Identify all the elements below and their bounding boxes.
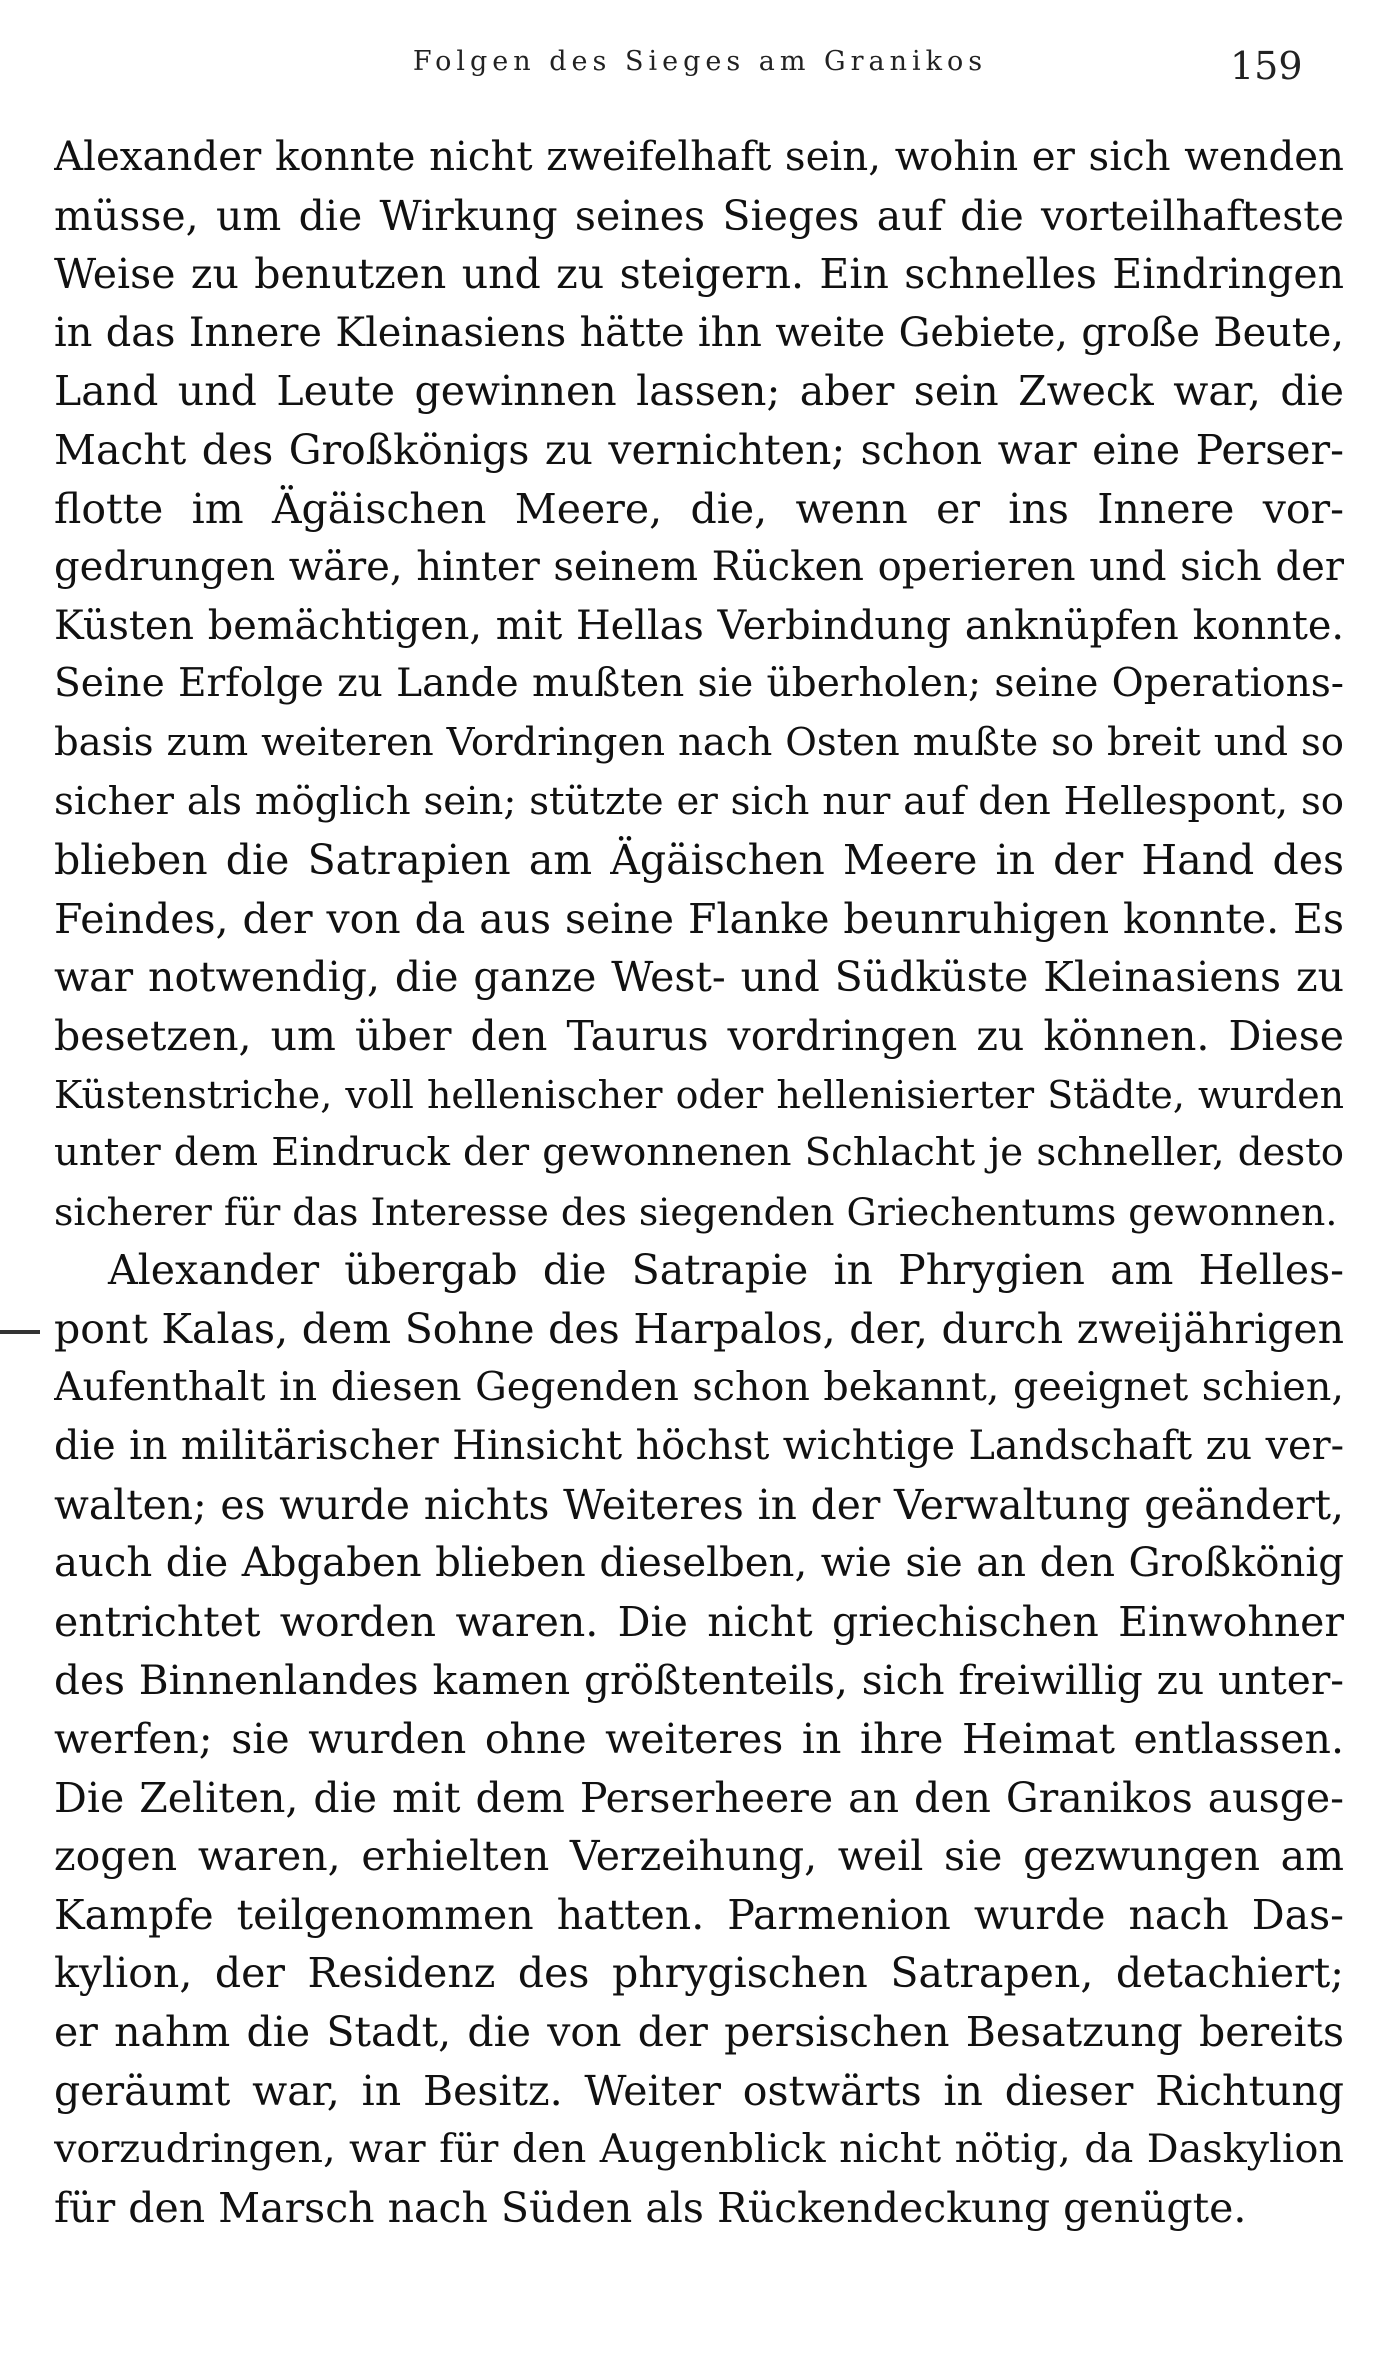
text-line: blieben die Satrapien am Ägäischen Meere in der Hand des (54, 836, 1344, 885)
running-head (0, 44, 1399, 88)
text-line: des Binnenlandes kamen größtenteils, sich freiwillig zu unter- (54, 1656, 1344, 1705)
text-line: unter dem Eindruck der gewonnenen Schlacht je schneller, desto (54, 1130, 1344, 1176)
running-title: Folgen des Sieges am Granikos (412, 46, 988, 77)
text-line: sicher als möglich sein; stützte er sich nur auf den Hellespont, so (54, 778, 1344, 824)
text-line: pont Kalas, dem Sohne des Harpalos, der, durch zweijährigen (54, 1304, 1344, 1353)
text-line: für den Marsch nach Süden als Rückendeckung genügte. (54, 2183, 1247, 2232)
body-text (54, 128, 1344, 2237)
text-line: er nahm die Stadt, die von der persischen Besatzung bereits (54, 2008, 1344, 2056)
text-line: sicherer für das Interesse des siegenden Griechentums gewonnen. (54, 1189, 1338, 1234)
text-line: besetzen, um über den Taurus vordringen zu können. Diese (54, 1011, 1344, 1060)
text-line: müsse, um die Wirkung seines Sieges auf die vorteilhafteste (54, 191, 1344, 240)
margin-mark (0, 1330, 40, 1334)
text-line: Land und Leute gewinnen lassen; aber sein Zweck war, die (54, 367, 1344, 416)
text-line: werfen; sie wurden ohne weiteres in ihre Heimat entlassen. (54, 1715, 1344, 1764)
text-line: Macht des Großkönigs zu vernichten; schon war eine Perser- (54, 425, 1344, 474)
text-line: gedrungen wäre, hinter seinem Rücken operieren und sich der (54, 544, 1344, 591)
text-line: war notwendig, die ganze West- und Südküste Kleinasiens zu (54, 953, 1344, 1002)
text-line: Küstenstriche, voll hellenischer oder hellenisierter Städte, wurden (54, 1072, 1344, 1117)
text-line: Alexander konnte nicht zweifelhaft sein, wohin er sich wenden (54, 134, 1344, 180)
text-line: Seine Erfolge zu Lande mußten sie überholen; seine Operations- (54, 661, 1344, 707)
text-line: walten; es wurde nichts Weiteres in der Verwaltung geändert, (54, 1480, 1344, 1529)
text-line: die in militärischer Hinsicht höchst wichtige Landschaft zu ver- (54, 1423, 1344, 1470)
text-line: entrichtet worden waren. Die nicht griechischen Einwohner (54, 1597, 1344, 1646)
text-line: kylion, der Residenz des phrygischen Satrapen, detachiert; (54, 1949, 1344, 1998)
text-line: basis zum weiteren Vordringen nach Osten mußte so breit und so (54, 719, 1344, 765)
text-line: Die Zeliten, die mit dem Perserheere an den Granikos ausge- (54, 1773, 1344, 1822)
text-line: zogen waren, erhielten Verzeihung, weil sie gezwungen am (54, 1832, 1344, 1881)
text-line: Kampfe teilgenommen hatten. Parmenion wurde nach Das- (54, 1890, 1344, 1939)
text-line: vorzudringen, war für den Augenblick nicht nötig, da Daskylion (54, 2126, 1344, 2173)
text-line: Weise zu benutzen und zu steigern. Ein schnelles Eindringen (54, 250, 1344, 299)
page-number: 159 (1230, 44, 1303, 88)
text-line: in das Innere Kleinasiens hätte ihn weite Gebiete, große Beute, (54, 309, 1344, 356)
text-line: Feindes, der von da aus seine Flanke beunruhigen konnte. Es (54, 894, 1344, 943)
text-line: Küsten bemächtigen, mit Hellas Verbindung anknüpfen konnte. (54, 602, 1344, 649)
text-line: flotte im Ägäischen Meere, die, wenn er ins Innere vor- (54, 484, 1344, 533)
text-line: Alexander übergab die Satrapie in Phrygien am Helles- (108, 1246, 1344, 1295)
text-line: geräumt war, in Besitz. Weiter ostwärts in dieser Richtung (54, 2066, 1344, 2115)
text-line: auch die Abgaben blieben dieselben, wie sie an den Großkönig (54, 1540, 1344, 1587)
text-line: Aufenthalt in diesen Gegenden schon bekannt, geeignet schien, (54, 1364, 1344, 1411)
